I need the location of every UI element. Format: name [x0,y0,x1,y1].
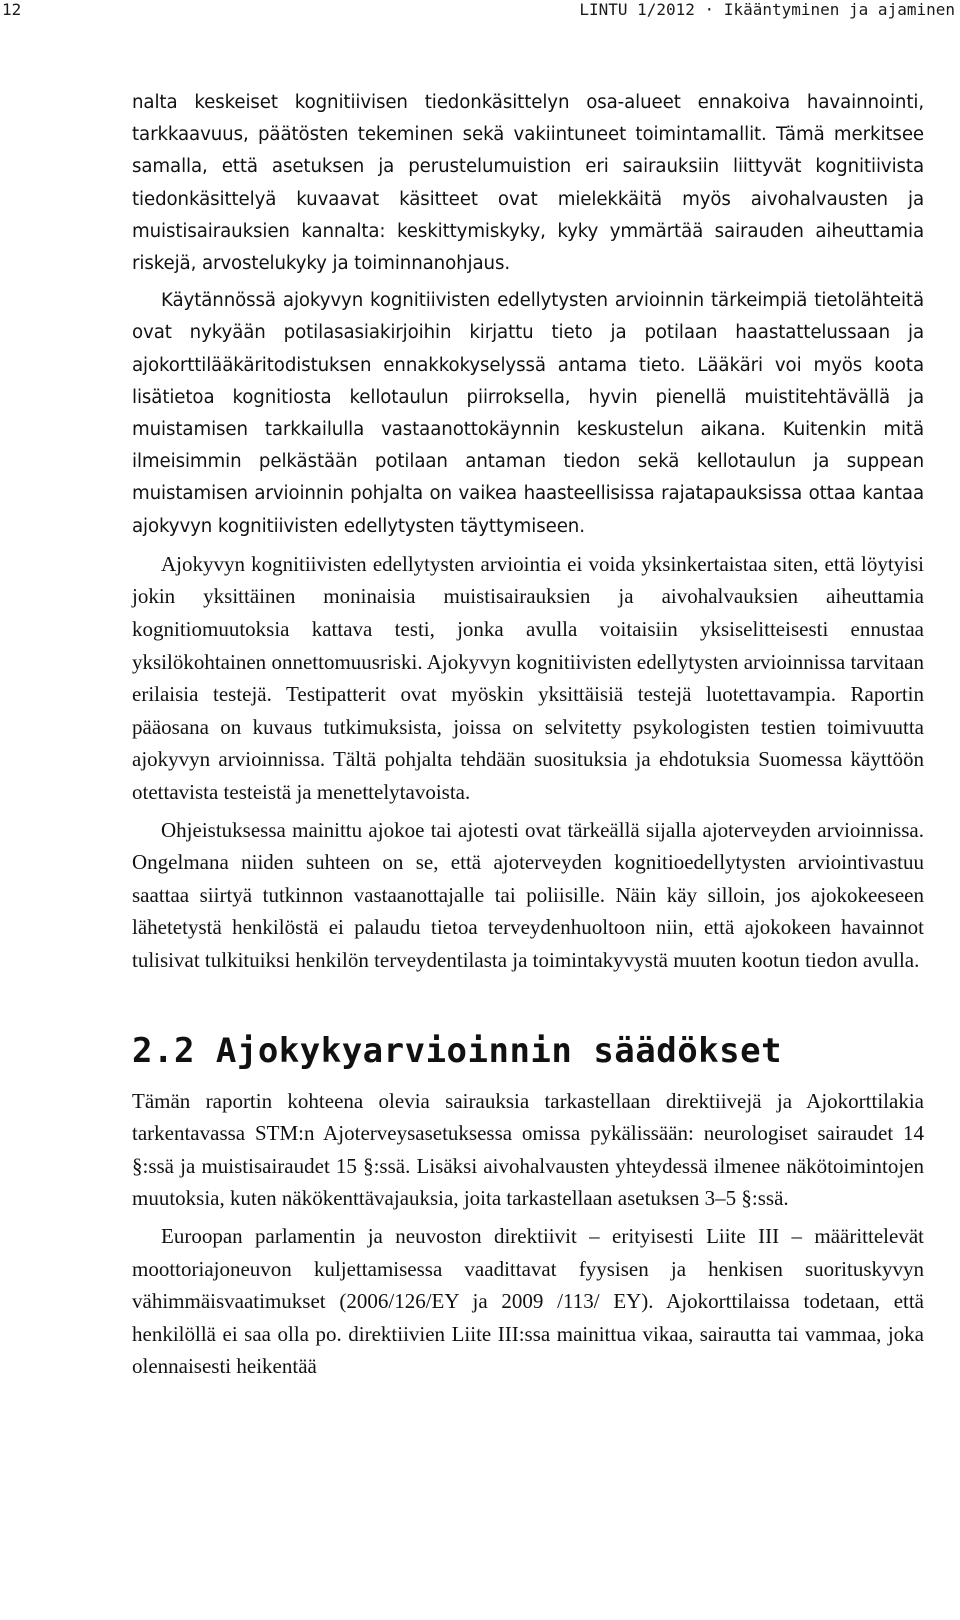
paragraph-assessment-tests: Ajokyvyn kognitiivisten edellytysten arviointia ei voida yksinkertaistaa siten, että löytyisi jokin yksittäinen moninaisia muistisairauksien ja aivohalvauksien aiheuttamia kognitiomuutoksia kattava testi, jonka avulla voitaisiin yksiselitteisesti ennustaa yksilökohtainen onnettomuusriski. Ajokyvyn kognitiivisten edellytysten arvioinnissa tarvitaan erilaisia testejä. Testipatterit ovat myöskin yksittäisiä testejä luotettavampia. Raportin pääosana on kuvaus tutkimuksista, joissa on selvitetty psykologisten testien toimivuutta ajokyvyn arvioinnissa. Tältä pohjalta tehdään suosituksia ja ehdotuksia Suomessa käyttöön otettavista testeistä ja menettelytavoista. [132,551,924,804]
publication-title: LINTU 1/2012 · Ikääntyminen ja ajaminen [579,0,955,19]
page-body [132,87,924,1383]
paragraph-cognition-areas: nalta keskeiset kognitiivisen tiedonkäsittelyn osa-alueet ennakoiva havainnointi, tarkkaavuus, päätösten tekeminen sekä vakiintuneet toimintamallit. Tämä merkitsee samalla, että asetuksen ja perustelumuistion eri sairauksiin liittyvät kognitiivista tiedonkäsittelyä kuvaavat käsitteet ovat mielekkäitä myös aivohalvausten ja muistisairauksien kannalta: keskittymiskyky, kyky ymmärtää sairauden aiheuttamia riskejä, arvostelukyky ja toiminnanohjaus. [132,92,924,275]
running-header [0,0,960,22]
paragraph-regulations: Tämän raportin kohteena olevia sairauksia tarkastellaan direktiivejä ja Ajokorttilakia tarkentavassa STM:n Ajoterveysasetuksessa omissa pykälissään: neurologiset sairaudet 14 §:ssä ja muistisairaudet 15 §:ssä. Lisäksi aivohalvausten yhteydessä ilmenee näkötoimintojen muutoksia, kuten näkökenttävajauksia, joita tarkastellaan asetuksen 3–5 §:ssä. [132,1088,924,1211]
paragraph-information-sources: Käytännössä ajokyvyn kognitiivisten edellytysten arvioinnin tärkeimpiä tietolähteitä ovat nykyään potilasasiakirjoihin kirjattu tieto ja potilaan haastattelussaan ja ajokorttilääkäritodistuksen ennakkokyselyssä antama tieto. Lääkäri voi myös koota lisätietoa kognitiosta kellotaulun piirroksella, hyvin pienellä muistitehtävällä ja muistamisen tarkkailulla vastaanottokäynnin keskustelun aikana. Kuitenkin mitä ilmeisimmin pelkästään potilaan antaman tiedon sekä kellotaulun ja suppean muistamisen arvioinnin pohjalta on vaikea haasteellisissa rajatapauksissa ottaa kantaa ajokyvyn kognitiivisten edellytysten täyttymiseen. [132,290,924,537]
paragraph-driving-test: Ohjeistuksessa mainittu ajokoe tai ajotesti ovat tärkeällä sijalla ajoterveyden arvioinnissa. Ongelmana niiden suhteen on se, että ajoterveyden kognitioedellytysten arviointivastuu saattaa siirtyä tutkinnon vastaanottajalle tai poliisille. Näin käy silloin, jos ajokokeeseen lähetetystä henkilöstä ei palaudu tietoa terveydenhuoltoon niin, että ajokokeen havainnot tulisivat tulkituiksi henkilön terveydentilasta ja toimintakyvystä muuten kootun tiedon avulla. [132,817,924,972]
paragraph-eu-directives: Euroopan parlamentin ja neuvoston direktiivit – erityisesti Liite III – määrittelevät moottoriajoneuvon kuljettamisessa vaadittavat fyysisen ja henkisen suorituskyvyn vähimmäisvaatimukset (2006/126/EY ja 2009 /113/ EY). Ajokorttilaissa todetaan, että henkilöllä ei saa olla po. direktiivien Liite III:ssa mainittua vikaa, sairautta tai vammaa, joka olennaisesti heikentää [132,1223,924,1379]
page-number: 12 [2,0,22,19]
section-heading: 2.2 Ajokykyarvioinnin säädökset [132,1030,783,1071]
